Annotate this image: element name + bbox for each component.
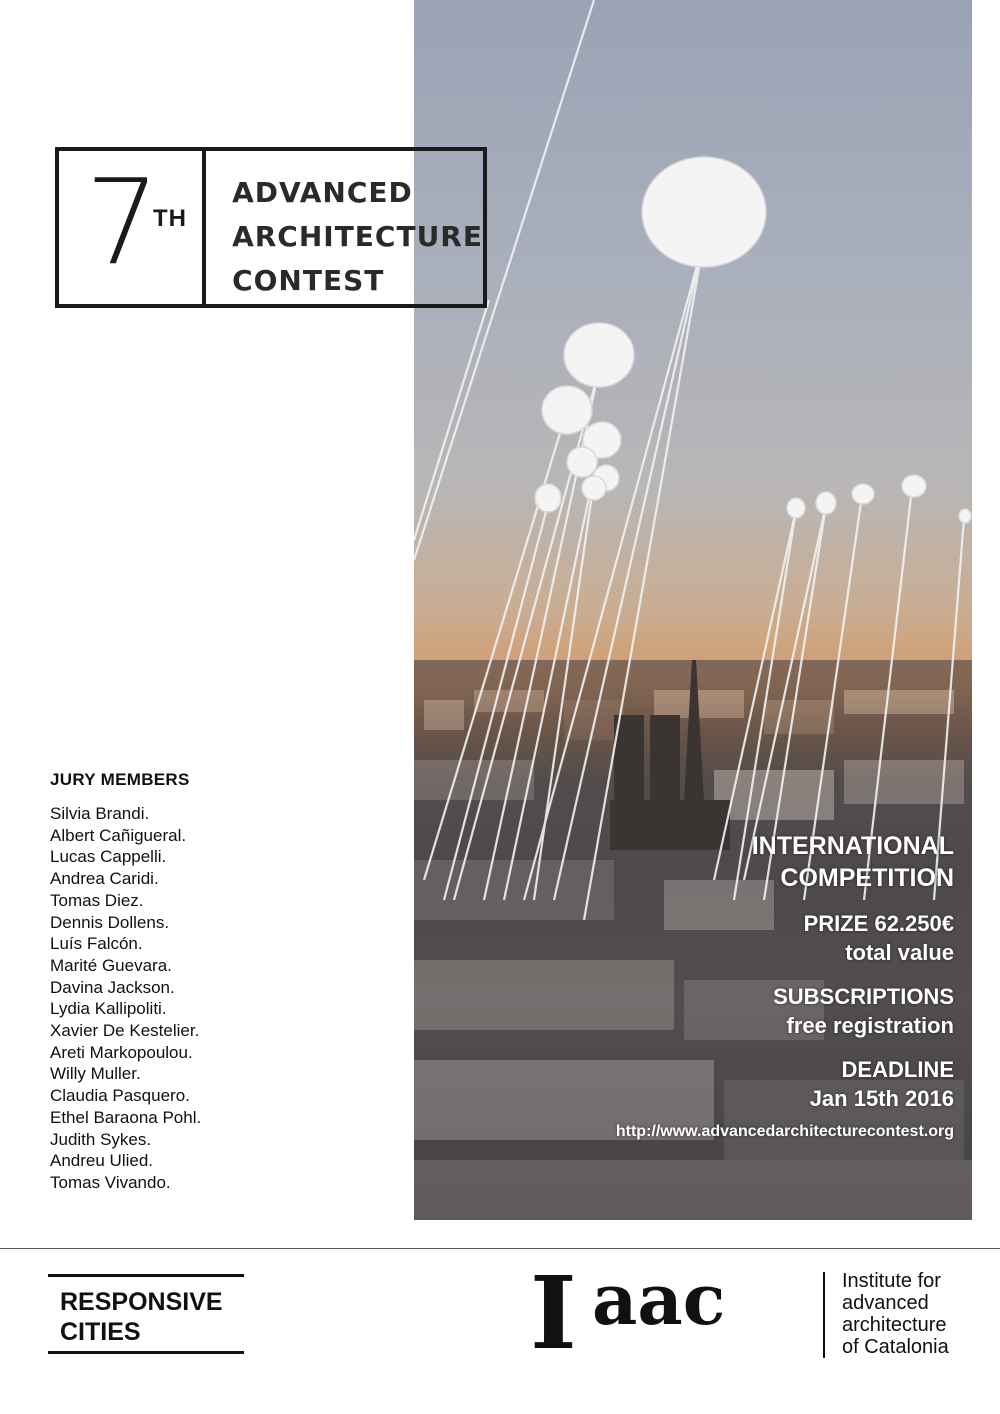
competition-info [616,830,954,1143]
logo-title [206,151,483,304]
info-line-2: COMPETITION [780,864,954,892]
logo-number-panel [59,151,206,304]
subscriptions-subtext: free registration [786,1013,954,1038]
deadline-date: Jan 15th 2016 [809,1086,954,1111]
jury-list [50,803,380,1194]
jury-member: Dennis Dollens. [50,912,170,932]
institute-line-3: architecture [842,1314,947,1336]
iaac-logo-i: I [530,1266,577,1362]
logo-line-2: ARCHITECTURE [232,220,483,253]
jury-member: Lucas Cappelli. [50,847,167,867]
balloon-cluster [535,157,971,523]
info-line-1: INTERNATIONAL [751,832,954,860]
institute-line-2: advanced [842,1292,929,1314]
jury-member: Andrea Caridi. [50,869,159,889]
logo-line-3: CONTEST [232,264,385,297]
contest-logo [55,147,487,308]
logo-line-1: ADVANCED [232,176,413,209]
jury-member: Willy Muller. [50,1064,141,1084]
jury-member: Lydia Kallipoliti. [50,999,167,1019]
jury-member: Luís Falcón. [50,934,143,954]
theme-tag [48,1274,244,1354]
subscriptions-label: SUBSCRIPTIONS [773,984,954,1009]
institute-line-4: of Catalonia [842,1336,949,1358]
logo-suffix: TH [153,205,187,232]
contest-url-link[interactable]: http://www.advancedarchitecturecontest.org [615,1123,954,1140]
jury-member: Claudia Pasquero. [50,1086,190,1106]
logo-number: 7 [85,153,161,291]
jury-heading: JURY MEMBERS [50,770,190,789]
jury-member: Albert Cañigueral. [50,825,187,845]
iaac-divider [823,1272,825,1358]
jury-member: Xavier De Kestelier. [50,1021,200,1041]
jury-member: Tomas Vivando. [50,1172,171,1192]
iaac-logo [530,1266,810,1362]
jury-section [50,770,380,1194]
theme-line-1: RESPONSIVE [60,1288,223,1316]
jury-member: Areti Markopoulou. [50,1042,193,1062]
jury-member: Davina Jackson. [50,977,175,997]
jury-member: Silvia Brandi. [50,804,150,823]
prize-subtext: total value [845,940,954,965]
prize-label: PRIZE 62.250€ [803,911,954,936]
deadline-label: DEADLINE [841,1057,954,1082]
jury-member: Marité Guevara. [50,955,172,975]
institute-name [842,1270,949,1358]
jury-member: Judith Sykes. [50,1129,152,1149]
theme-line-2: CITIES [60,1318,141,1346]
jury-member: Andreu Ulied. [50,1151,154,1171]
jury-member: Ethel Baraona Pohl. [50,1107,202,1127]
jury-member: Tomas Diez. [50,890,144,910]
footer-divider [0,1248,1000,1249]
iaac-logo-rest: aac [592,1266,726,1341]
institute-line-1: Institute for [842,1270,941,1292]
